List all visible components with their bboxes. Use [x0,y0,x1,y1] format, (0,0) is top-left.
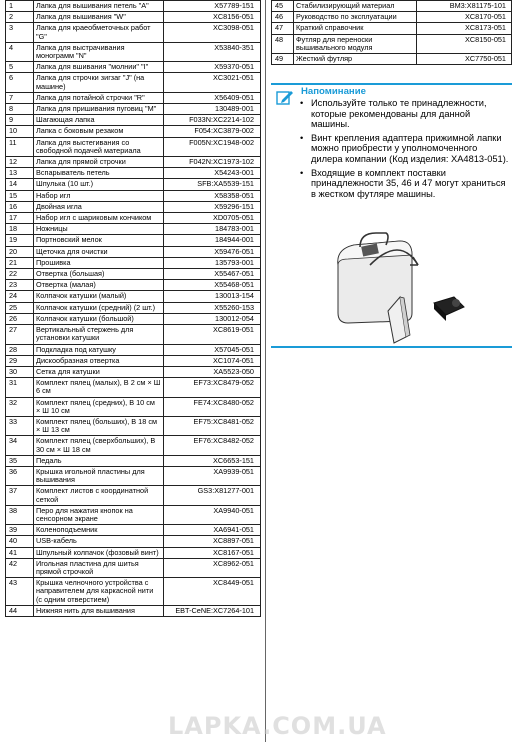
row-number: 3 [6,23,34,42]
accessory-name: Комплект пялец (средних), В 10 см × Ш 10 см [34,397,164,416]
memo-title: Напоминание [301,86,366,97]
accessories-table-right-body [272,1,512,65]
accessory-name: Лапка для вшивания "молнии" "I" [34,62,164,73]
row-number: 18 [6,224,34,235]
accessory-name: Портновский мелок [34,235,164,246]
table-row [6,62,261,73]
row-number: 43 [6,578,34,606]
row-number: 35 [6,455,34,466]
row-number: 27 [6,325,34,344]
row-number: 4 [6,42,34,61]
row-number: 24 [6,291,34,302]
row-number: 40 [6,536,34,547]
table-row [6,201,261,212]
table-row [6,280,261,291]
part-code: XA9939-051 [164,466,261,485]
table-row [6,416,261,435]
part-code: EF73:XC8479-052 [164,378,261,397]
table-row [6,547,261,558]
part-code: 130013-154 [164,291,261,302]
part-code: X55260-153 [164,302,261,313]
table-row [6,378,261,397]
memo-item [299,133,511,165]
accessory-name: Лапка для краеобметочных работ "G" [34,23,164,42]
table-row [6,325,261,344]
accessory-name: Лапка для прямой строчки [34,157,164,168]
row-number: 42 [6,558,34,577]
part-code: X57789-151 [164,1,261,12]
table-row [6,486,261,505]
table-row [6,115,261,126]
memo-item [299,98,511,130]
table-row [6,213,261,224]
accessory-name: Комплект пялец (больших), В 18 см × Ш 13 см [34,416,164,435]
table-row [6,466,261,485]
accessory-name: Отвертка (малая) [34,280,164,291]
part-code: XC8897-051 [164,536,261,547]
bullet-icon: • [300,98,304,108]
part-code: XC8156-051 [164,12,261,23]
accessory-name: Двойная игла [34,201,164,212]
accessory-name: Шпульный колпачок (фозовый винт) [34,547,164,558]
table-row [6,104,261,115]
row-number: 9 [6,115,34,126]
accessory-name: Нижняя нить для вышивания [34,605,164,616]
table-row [272,54,512,65]
part-code: XC6653-151 [164,455,261,466]
note-pencil-icon [276,89,294,105]
table-row [6,157,261,168]
row-number: 39 [6,525,34,536]
table-row [6,344,261,355]
accessory-name: Лапка для потайной строчки "R" [34,92,164,103]
watermark: LAPKA.COM.UA [168,712,387,740]
row-number: 44 [6,605,34,616]
table-row [6,224,261,235]
row-number: 14 [6,179,34,190]
part-code: X59476-051 [164,246,261,257]
row-number: 38 [6,505,34,524]
table-row [6,246,261,257]
table-row [6,355,261,366]
row-number: 25 [6,302,34,313]
accessory-name: Сетка для катушки [34,366,164,377]
accessory-name: Перо для нажатия кнопок на сенсорном экране [34,505,164,524]
table-row [6,605,261,616]
table-row [6,536,261,547]
row-number: 21 [6,257,34,268]
hard-case-illustration [330,225,470,345]
table-row [6,436,261,455]
part-code: X55468-051 [164,280,261,291]
part-code: F005N:XC1948-002 [164,137,261,156]
row-number: 20 [6,246,34,257]
table-row [6,23,261,42]
table-row [6,455,261,466]
row-number: 17 [6,213,34,224]
table-row [6,366,261,377]
accessory-name: Педаль [34,455,164,466]
part-code: X59296-151 [164,201,261,212]
memo-item-text: Используйте только те принадлежности, которые рекомендованы для данной машины. [311,98,487,130]
part-code: EF75:XC8481-052 [164,416,261,435]
table-row [6,505,261,524]
part-code: F033N:XC2214-102 [164,115,261,126]
accessory-name: Игольная пластина для шитья прямой строчкой [34,558,164,577]
part-code: XA6941-051 [164,525,261,536]
accessory-name: Комплект пялец (малых), В 2 см × Ш 6 см [34,378,164,397]
table-row [6,92,261,103]
table-row [6,578,261,606]
table-row [6,269,261,280]
accessory-name: Лапка для вышивания "W" [34,12,164,23]
row-number: 46 [272,12,294,23]
table-row [272,12,512,23]
bullet-icon: • [300,167,304,178]
accessory-name: Набор игл с шариковым кончиком [34,213,164,224]
row-number: 12 [6,157,34,168]
part-code: XC8449-051 [164,578,261,606]
part-code: BM3:X81175-101 [417,1,512,12]
accessory-name: Лапка для строчки зигзаг "J" (на машине) [34,73,164,92]
memo-item [299,168,511,200]
part-code: X56409-051 [164,92,261,103]
part-code: SFB:XA5539-151 [164,179,261,190]
part-code: XC1074-051 [164,355,261,366]
accessory-name: Щеточка для очистки [34,246,164,257]
table-row [6,190,261,201]
accessory-name: Колпачок катушки (малый) [34,291,164,302]
row-number: 13 [6,168,34,179]
memo-top-rule [271,83,512,85]
part-code: 130489-001 [164,104,261,115]
accessory-name: Крышка челночного устройства с направителем для каркасной нити (с одним отверстием) [34,578,164,606]
row-number: 36 [6,466,34,485]
table-row [6,558,261,577]
table-row [272,34,512,53]
part-code: XA5523-050 [164,366,261,377]
row-number: 34 [6,436,34,455]
accessories-table-right [271,0,512,65]
table-row [6,137,261,156]
accessory-name: Комплект листов с координатной сеткой [34,486,164,505]
part-code: X59370-051 [164,62,261,73]
part-code: X53840-351 [164,42,261,61]
row-number: 32 [6,397,34,416]
accessory-name: Коленоподъемник [34,525,164,536]
accessory-name: Лапка для вышивания петель "A" [34,1,164,12]
accessory-name: USB-кабель [34,536,164,547]
table-row [6,313,261,324]
table-row [272,23,512,34]
accessory-name: Стабилизирующий материал [294,1,417,12]
part-code: XC7750-051 [417,54,512,65]
table-row [272,1,512,12]
row-number: 26 [6,313,34,324]
accessory-name: Шпулька (10 шт.) [34,179,164,190]
memo-list [299,98,511,202]
accessory-name: Крышка игольной пластины для вышивания [34,466,164,485]
part-code: EBT-CeNE:XC7264-101 [164,605,261,616]
part-code: 135793-001 [164,257,261,268]
table-row [6,179,261,190]
accessory-name: Жесткий футляр [294,54,417,65]
part-code: X58358-051 [164,190,261,201]
row-number: 45 [272,1,294,12]
accessory-name: Вертикальный стержень для установки катушки [34,325,164,344]
row-number: 30 [6,366,34,377]
table-row [6,42,261,61]
accessory-name: Краткий справочник [294,23,417,34]
table-row [6,168,261,179]
accessory-name: Колпачок катушки (средний) (2 шт.) [34,302,164,313]
accessory-name: Подкладка под катушку [34,344,164,355]
row-number: 19 [6,235,34,246]
row-number: 22 [6,269,34,280]
table-row [6,302,261,313]
table-row [6,73,261,92]
row-number: 10 [6,126,34,137]
part-code: XC8962-051 [164,558,261,577]
part-code: X54243-001 [164,168,261,179]
row-number: 37 [6,486,34,505]
row-number: 33 [6,416,34,435]
row-number: 2 [6,12,34,23]
row-number: 28 [6,344,34,355]
row-number: 1 [6,1,34,12]
accessory-name: Футляр для переноски вышивального модуля [294,34,417,53]
table-row [6,291,261,302]
accessory-name: Ножницы [34,224,164,235]
table-row [6,235,261,246]
row-number: 41 [6,547,34,558]
row-number: 23 [6,280,34,291]
table-row [6,12,261,23]
part-code: GS3:X81277-001 [164,486,261,505]
part-code: 184944-001 [164,235,261,246]
column-divider [265,0,266,742]
accessory-name: Руководство по эксплуатации [294,12,417,23]
part-code: XC8619-051 [164,325,261,344]
accessories-table-body [6,1,261,617]
table-row [6,1,261,12]
part-code: XC3098-051 [164,23,261,42]
row-number: 48 [272,34,294,53]
table-row [6,397,261,416]
part-code: 130012-054 [164,313,261,324]
part-code: XD0705-051 [164,213,261,224]
part-code: XA9940-051 [164,505,261,524]
part-code: XC3021-051 [164,73,261,92]
part-code: XC8170-051 [417,12,512,23]
part-code: X55467-051 [164,269,261,280]
accessory-name: Шагающая лапка [34,115,164,126]
memo-item-text: Винт крепления адаптера прижимной лапки можно приобрести у уполномоченного дилера компании (Код изделия: XA4813-051). [311,132,509,164]
row-number: 5 [6,62,34,73]
row-number: 6 [6,73,34,92]
memo-item-text: Входящие в комплект поставки принадлежности 35, 46 и 47 могут храниться в жестком футляре машины. [311,167,506,199]
row-number: 8 [6,104,34,115]
accessory-name: Колпачок катушки (большой) [34,313,164,324]
accessory-name: Лапка для выстрачивания монограмм "N" [34,42,164,61]
row-number: 15 [6,190,34,201]
row-number: 7 [6,92,34,103]
part-code: XC8173-051 [417,23,512,34]
part-code: F042N:XC1973-102 [164,157,261,168]
part-code: F054:XC3879-002 [164,126,261,137]
accessory-name: Лапка для пришивания пуговиц "M" [34,104,164,115]
part-code: XC8150-051 [417,34,512,53]
accessory-name: Лапка для выстегивания со свободной подачей материала [34,137,164,156]
accessory-name: Набор игл [34,190,164,201]
accessory-name: Комплект пялец (сверхбольших), В 30 см × Ш 18 см [34,436,164,455]
accessory-name: Лапка с боковым резаком [34,126,164,137]
part-code: 184783-001 [164,224,261,235]
part-code: X57045-051 [164,344,261,355]
row-number: 11 [6,137,34,156]
bullet-icon: • [300,132,304,143]
memo-bottom-rule [271,346,512,348]
accessory-name: Прошивка [34,257,164,268]
table-row [6,525,261,536]
row-number: 16 [6,201,34,212]
part-code: FE74:XC8480-052 [164,397,261,416]
part-code: XC8167-051 [164,547,261,558]
accessory-name: Отвертка (большая) [34,269,164,280]
row-number: 29 [6,355,34,366]
row-number: 49 [272,54,294,65]
part-code: EF76:XC8482-052 [164,436,261,455]
row-number: 47 [272,23,294,34]
table-row [6,126,261,137]
row-number: 31 [6,378,34,397]
accessory-name: Дискообразная отвертка [34,355,164,366]
accessories-table-left [5,0,261,617]
table-row [6,257,261,268]
accessory-name: Вспарыватель петель [34,168,164,179]
